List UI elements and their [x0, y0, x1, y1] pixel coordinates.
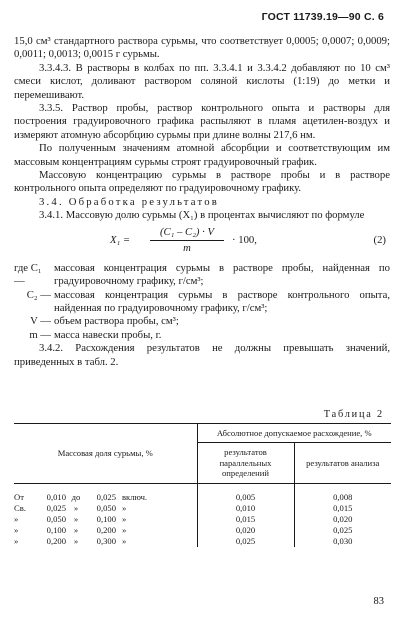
- table-row: [14, 536, 391, 547]
- table-cell-range: Св. 0,025 » 0,050 »: [14, 503, 197, 514]
- table-row: [14, 525, 391, 536]
- table-cell-parallel: 0,025: [197, 536, 294, 547]
- paragraph: 3.4.2. Расхождения результатов не должны превышать значений, приведенных в табл. 2.: [14, 342, 390, 368]
- column-header-mass-fraction: Массовая доля сурьмы, %: [14, 424, 197, 484]
- table-cell-analysis: 0,025: [333, 525, 353, 536]
- table-row: [14, 503, 391, 514]
- paragraph: 3.3.4.3. В растворы в колбах по пп. 3.3.4.1 и 3.3.4.2 добавляют по 10 см³ смеси кислот, доливают раствором соляной кислоты (1:19) до метки и перемешивают.: [14, 61, 390, 101]
- section-heading: 3.4. Обработка результатов: [39, 195, 219, 208]
- document-body: [14, 35, 390, 369]
- table-cell-analysis: 0,015: [333, 503, 353, 514]
- formula-number: (2): [373, 233, 386, 246]
- table-row: [14, 492, 391, 503]
- table-cell-parallel: 0,005: [197, 492, 294, 503]
- column-group-header: Абсолютное допускаемое расхождение, %: [197, 424, 391, 443]
- formula-fraction: [150, 226, 224, 256]
- table-cell-range: » 0,100 » 0,200 »: [14, 525, 197, 536]
- table-cell-range: » 0,200 » 0,300 »: [14, 536, 197, 547]
- formula-rhs: · 100,: [232, 233, 257, 246]
- table-cell-analysis: 0,008: [333, 492, 353, 503]
- definition-text: массовая концентрация сурьмы в растворе пробы, найденная по градуировочному графику, г/см³;: [54, 261, 390, 288]
- table-cell-analysis: 0,020: [333, 514, 353, 525]
- definition-item: [14, 289, 390, 316]
- formula-lhs: X₁ =: [110, 233, 131, 246]
- column-header-analysis: результатов анализа: [294, 443, 391, 484]
- page-header: ГОСТ 11739.19—90 С. 6: [261, 11, 384, 23]
- definition-symbol: C₂ —: [26, 288, 51, 301]
- table-cell-analysis: 0,030: [333, 536, 353, 547]
- table-cell-range: От 0,010 до 0,025 включ.: [14, 492, 197, 503]
- table-caption: Таблица 2: [323, 409, 384, 420]
- table-cell-parallel: 0,015: [197, 514, 294, 525]
- tolerance-table: [14, 423, 391, 547]
- definition-symbol: V —: [30, 315, 51, 328]
- definition-text: объем раствора пробы, см³;: [54, 315, 179, 328]
- table-cell-range: » 0,050 » 0,100 »: [14, 514, 197, 525]
- paragraph: 3.4.1. Массовую долю сурьмы (X₁) в процентах вычисляют по формуле: [39, 209, 365, 222]
- definition-item: [14, 329, 390, 342]
- table-cell-parallel: 0,020: [197, 525, 294, 536]
- formula-denominator: m: [183, 242, 191, 255]
- paragraph: По полученным значениям атомной абсорбции и соответствующим им массовым концентрациям сурьмы строят градуировочный график.: [14, 142, 390, 168]
- paragraph: 3.3.5. Раствор пробы, раствор контрольного опыта и растворы для построения градуировочного графика распыляют в пламя ацетилен-воздух и измеряют атомную абсорбцию сурьмы при длине волны 217,6 нм.: [14, 102, 390, 141]
- formula-numerator: (C₁ – C₂) · V: [150, 226, 224, 241]
- table-row: [14, 514, 391, 525]
- definition-item: [14, 262, 390, 289]
- definition-text: массовая концентрация сурьмы в растворе контрольного опыта, найденная по градуировочному графику, г/см³;: [54, 288, 390, 314]
- definition-item: [14, 315, 390, 328]
- formula: [14, 226, 390, 260]
- definition-text: масса навески пробы, г.: [54, 328, 162, 341]
- definition-symbol: m —: [29, 328, 51, 341]
- page-number: 83: [373, 596, 384, 607]
- paragraph: Массовую концентрацию сурьмы в растворе пробы и в растворе контрольного опыта определяют по градуировочному графику.: [14, 169, 390, 195]
- column-header-parallel: результатов параллельных определений: [197, 443, 294, 484]
- definitions-list: [14, 262, 390, 342]
- table-cell-parallel: 0,010: [197, 503, 294, 514]
- paragraph: 15,0 см³ стандартного раствора сурьмы, что соответствует 0,0005; 0,0007; 0,0009; 0,0011; 0,0013; 0,0015 г сурьмы.: [14, 35, 390, 61]
- definition-symbol: где C₁ —: [14, 261, 42, 288]
